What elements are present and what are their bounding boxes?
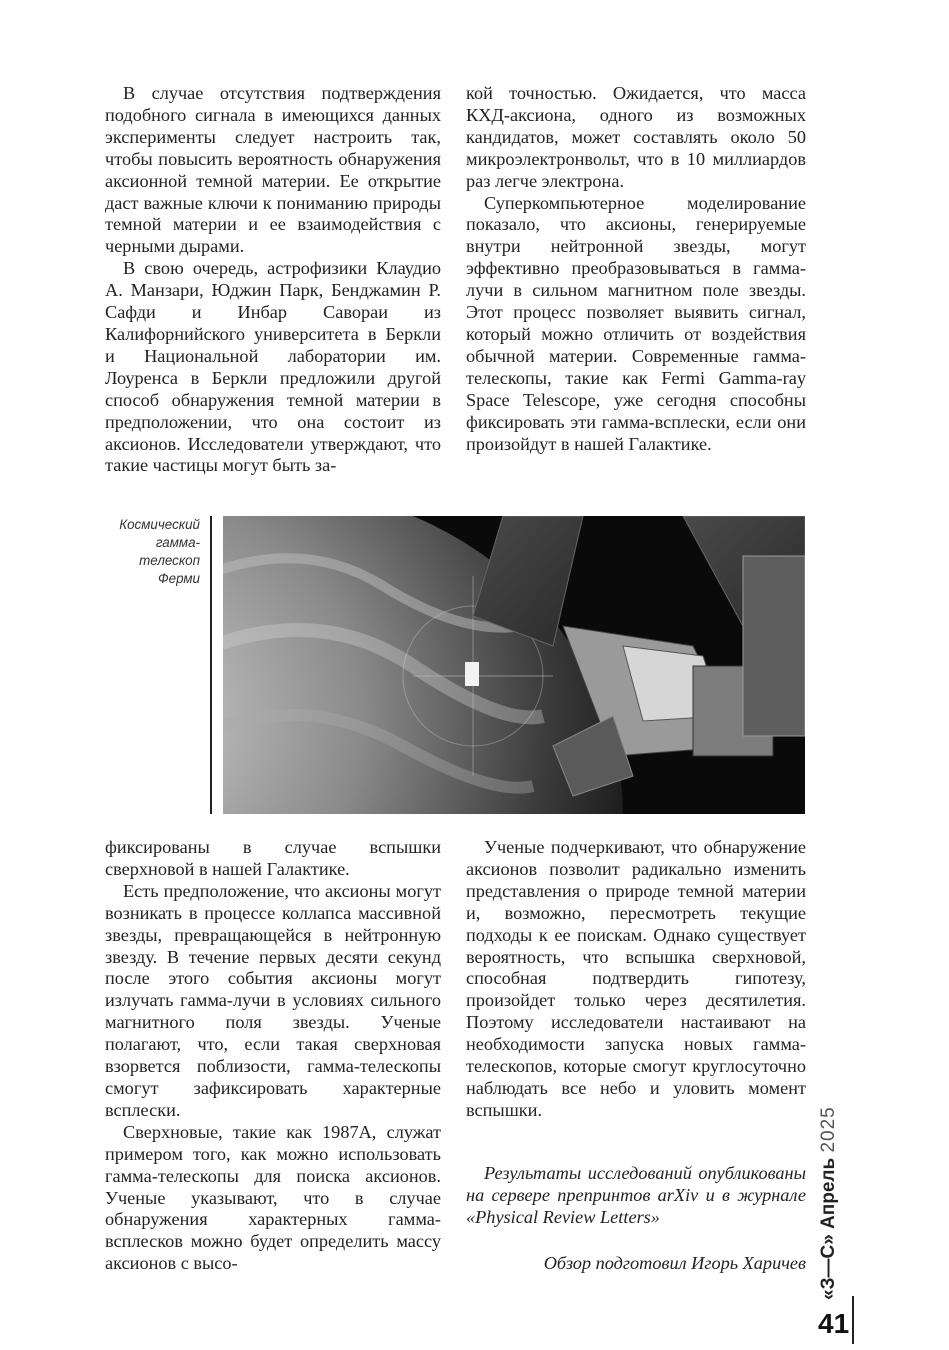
article-column-top-right	[466, 83, 806, 455]
paragraph-continuation: кой точностью. Ожидается, что масса КХД-аксиона, одного из возможных кандидатов, может составлять около 50 микроэлектронвольт, что в 10 миллиардов раз легче электрона.	[466, 83, 806, 191]
fermi-telescope-photo	[223, 516, 805, 814]
paragraph: Есть предположение, что аксионы могут возникать в процессе коллапса массивной звезды, превращающейся в нейтронную звезду. В течение первых десяти секунд после этого события аксионы могут излучать гамма-лучи в условиях сильного магнитного поля звезды. Ученые полагают, что, если такая сверхновая взорвется поблизости, гамма-телескопы смогут зафиксировать характерные всплески.	[105, 880, 441, 1120]
magazine-name: «З—С»	[818, 1234, 839, 1300]
publication-credit	[466, 1162, 806, 1228]
article-column-bottom-right	[466, 837, 806, 1122]
article-column-bottom-left	[105, 837, 441, 1275]
credit-text: Результаты исследований опубликованы на сервере препринтов arXiv и в журнале «Physical Review Letters»	[466, 1163, 806, 1227]
review-author: Обзор подготовил Игорь Харичев	[543, 1253, 806, 1273]
paragraph: Ученые подчеркивают, что обнаружение аксионов позволит радикально изменить представления о природе темной материи и, возможно, пересмотреть текущие подходы к ее поискам. Однако существует вероятность, что вспышка сверхновой, способная подтвердить гипотезу, произойдет только через десятилетия. Поэтому исследователи настаивают на необходимости запуска новых гамма-телескопов, которые смогут круглосуточно наблюдать все небо и уловить момент вспышки.	[466, 837, 806, 1120]
paragraph: Сверхновые, такие как 1987A, служат примером того, как можно использовать гамма-телескопы для поиска аксионов. Ученые указывают, что в случае обнаружения характерных гамма-всплесков можно будет определить массу аксионов с высо-	[105, 1121, 441, 1274]
page-number-divider	[852, 1296, 854, 1344]
emblem-mark	[465, 662, 479, 686]
footer-running-title	[818, 1106, 840, 1300]
photo-illustration	[223, 516, 805, 814]
issue-year: 2025	[818, 1106, 839, 1153]
figure-caption: Космический гамма-телескоп Ферми	[119, 517, 200, 586]
caption-divider	[210, 516, 212, 814]
page-number: 41	[818, 1308, 850, 1339]
paragraph: Суперкомпьютерное моделирование показало, что аксионы, генерируемые внутри нейтронной звезды, могут эффективно преобразовываться в гамма-лучи в сильном магнитном поле звезды. Этот процесс позволяет выявить сигнал, который можно отличить от воздействия обычной материи. Современные гамма-телескопы, такие как Fermi Gamma-ray Space Telescope, уже сегодня способны фиксировать эти гамма-всплески, если они произойдут в нашей Галактике.	[466, 192, 806, 454]
article-column-top-left	[105, 83, 441, 477]
paragraph-continuation: фиксированы в случае вспышки сверхновой в нашей Галактике.	[105, 837, 441, 879]
paragraph: В случае отсутствия подтверждения подобного сигнала в имеющихся данных эксперименты следует настроить так, чтобы повысить вероятность обнаружения аксионной темной материи. Ее открытие даст важные ключи к пониманию природы темной материи и ее взаимодействия с черными дырами.	[105, 83, 441, 257]
issue-month: Апрель	[818, 1157, 839, 1229]
paragraph: В свою очередь, астрофизики Клаудио А. Манзари, Юджин Парк, Бенджамин Р. Сафди и Инбар Савораи из Калифорнийского университета в Беркли и Национальной лаборатории им. Лоуренса в Беркли предложили другой способ обнаружения темной материи в предположении, что она состоит из аксионов. Исследователи утверждают, что такие частицы могут быть за-	[105, 258, 441, 476]
